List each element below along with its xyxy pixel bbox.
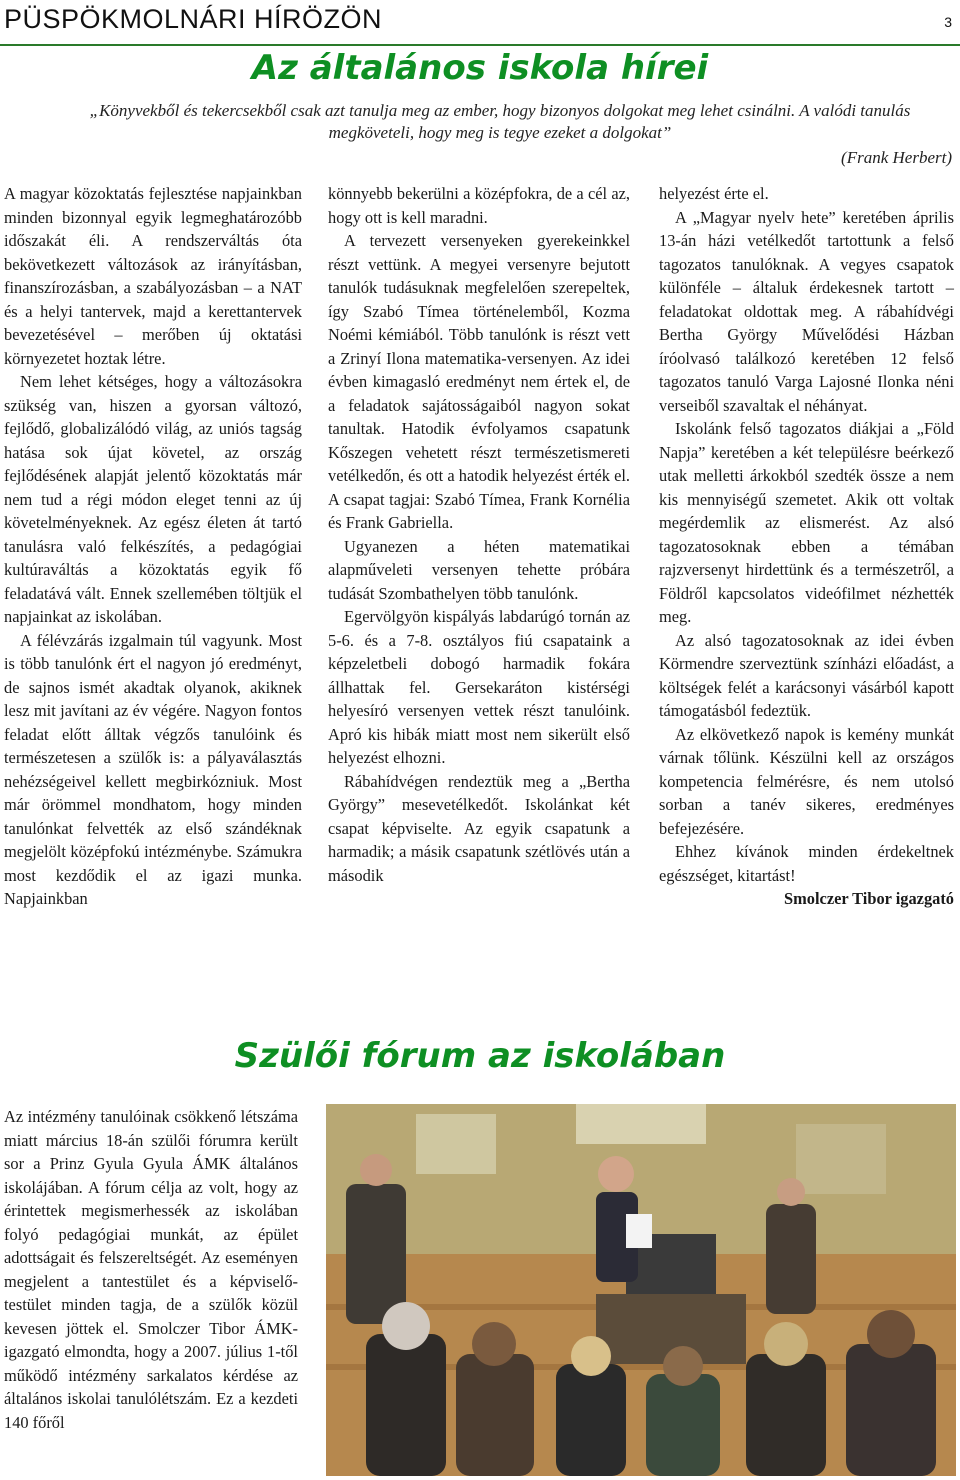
forum-photo-illustration — [326, 1104, 956, 1476]
epigraph-quote: „Könyvekből és tekercsekből csak azt tanulja meg az ember, hogy bizonyos dolgokat meg lehet csinálni. A valódi tanulás megköveteli, hogy meg is tegye ezeket a dolgokat” — [89, 101, 911, 142]
paragraph: A magyar közoktatás fejlesztése napjainkban minden bizonnyal egyik legmeghatározóbb időszakát éli. A rendszerváltás óta bekövetkezett változások az irányításban, finanszírozásban, a szabályozásban – a NAT és a helyi tantervek, majd a kerettantervek bevezetésével – merőben új oktatási környezetet hoztak létre. — [4, 184, 302, 368]
forum-photo — [326, 1104, 956, 1476]
article-column-1 — [4, 182, 302, 911]
paragraph: Rábahídvégen rendeztük meg a „Bertha György” mesevetélkedőt. Iskolánkat két csapat képviselte. Az egyik csapatunk a harmadik; a másik csapatunk szétlövés után a második — [328, 771, 630, 885]
section-title-school-news: Az általános iskola hírei — [251, 48, 709, 88]
paragraph: Iskolánk felső tagozatos diákjai a „Föld Napja” keretében a két településre beérkező utak melletti árkokból szedték össze a nem kis mennyiségű szemetet. Akik ott voltak megérdemlik az elismerést. Az alsó tagozatosoknak ebben a témában rajzversenyt hirdettünk és a természetről, a Földről kapcsolatos videófilmet nézhették meg. — [659, 419, 954, 626]
paragraph: A tervezett versenyeken gyerekeinkkel részt vettünk. A megyei versenyre bejutott tanulók tudásuknak megfelelően szerepeltek, így Szabó Tímea történelemből, Kozma Noémi kémiából. Több tanulónk is részt vett a Zrinyí Ilona matematika-versenyen. Az idei évben kimagasló eredményt nem értek el, de a feladatok sajátosságaiból nagyon sokat tanultak. Hatodik évfolyamos csapatunk Kőszegen vehetett részt természetismereti vetélkedőn, és ott a hatodik helyezést érték el. A csapat tagjai: Szabó Tímea, Frank Kornélia és Frank Gabriella. — [328, 231, 630, 532]
paragraph: Ehhez kívánok minden érdekeltnek egészséget, kitartást! — [659, 842, 954, 885]
article-column-2 — [328, 182, 630, 887]
paragraph: A félévzárás izgalmain túl vagyunk. Most is több tanulónk ért el nagyon jó eredményt, de sajnos ismét akadtak olyanok, akiknek lesz mit javítani az év végére. Nagyon fontos feladat előtt álltak végzős tanulóink és természetesen a szülők is: a pályaválasztás nehézségeivel kellett megbirkózniuk. Most már örömmel mondhatom, hogy minden tanulónkat felvették az első szándéknak megjelölt középfokú intézménybe. Számukra most kezdődik el az igazi munka. Napjainkban — [4, 630, 302, 908]
page-header — [0, 0, 960, 46]
paragraph: Az intézmény tanulóinak csökkenő létszáma miatt március 18-án szülői fórumra került sor a Prinz Gyula Gyula ÁMK általános iskolájában. A fórum célja az volt, hogy az érintettek megismerhessék az iskolában folyó pedagógiai munkát, az épület adottságait és felszereltségét. Az eseményen megjelent a tantestület és a képviselő-testület minden tagja, de a szülők közül kevesen jöttek el. Smolczer Tibor ÁMK-igazgató elmondta, hogy a 2007. július 1-től működő intézmény sarkalatos kérdése az általános iskolai tanulólétszám. Ez a kezdeti 140 főről — [4, 1107, 298, 1432]
paragraph: Az elkövetkező napok is kemény munkát várnak tőlünk. Készülni kell az országos kompetencia felmérésre, és nem utolsó sorban a tanév sikeres, eredményes befejezésére. — [659, 724, 954, 838]
epigraph-author: (Frank Herbert) — [841, 148, 952, 167]
signature: Smolczer Tibor igazgató — [784, 889, 954, 908]
article-column-forum — [4, 1105, 298, 1434]
paragraph: A „Magyar nyelv hete” keretében április 13-án házi vetélkedőt tartottunk a felső tagozatos tanulóknak. A vegyes csapatok különféle – általuk érdekesnek tartott – feladatokat oldottak meg. A rábahídvégi Bertha György Művelődési Házban íróolvasó találkozó keretében 12 felső tagozatos tanuló Varga Lajosné Ilonka néni verseiből szavaltak el néhányat. — [659, 207, 954, 415]
paragraph: Ugyanezen a héten matematikai alapműveleti versenyen tehette próbára tudását Szombathelyen több tanulónk. — [328, 536, 630, 603]
paragraph: Az alsó tagozatosoknak az idei évben Körmendre szerveztünk színházi előadást, a költségek felét a karácsonyi vásárból kapott támogatásból fedeztük. — [659, 630, 954, 720]
section-title-parents-forum: Szülői fórum az iskolában — [234, 1036, 726, 1076]
paragraph: Egervölgyön kispályás labdarúgó tornán az 5-6. és a 7-8. osztályos fiú csapataink a képzeletbeli dobogó harmadik fokára állhattak fel. Gersekaráton kistérségi helyesíró versenyen vettek részt tanulóink. Apró kis hibák miatt most nem sikerült első helyezést elhozni. — [328, 607, 630, 767]
publication-title: PÜSPÖKMOLNÁRI HÍRÖZÖN — [4, 4, 383, 34]
paragraph: helyezést érte el. — [659, 184, 769, 203]
paragraph: könnyebb bekerülni a középfokra, de a cél az, hogy ott is kell maradni. — [328, 184, 630, 227]
article-column-3 — [659, 182, 954, 911]
page-number: 3 — [944, 14, 952, 30]
paragraph: Nem lehet kétséges, hogy a változásokra szükség van, hiszen a gyorsan változó, fejlődő, globalizálódó világ, az uniós tagság hatása sok újat követel, az ország fejlődésének alapját jelentő közoktatás már nem tud a régi módon eleget tenni az új követelményeknek. Az egész életen át tartó tanulásra való felkészítés, a pedagógiai kultúraváltás a közoktatás egyik fő feladatává vált. Ennek szellemében töltjük el napjainkat az iskolában. — [4, 372, 302, 626]
